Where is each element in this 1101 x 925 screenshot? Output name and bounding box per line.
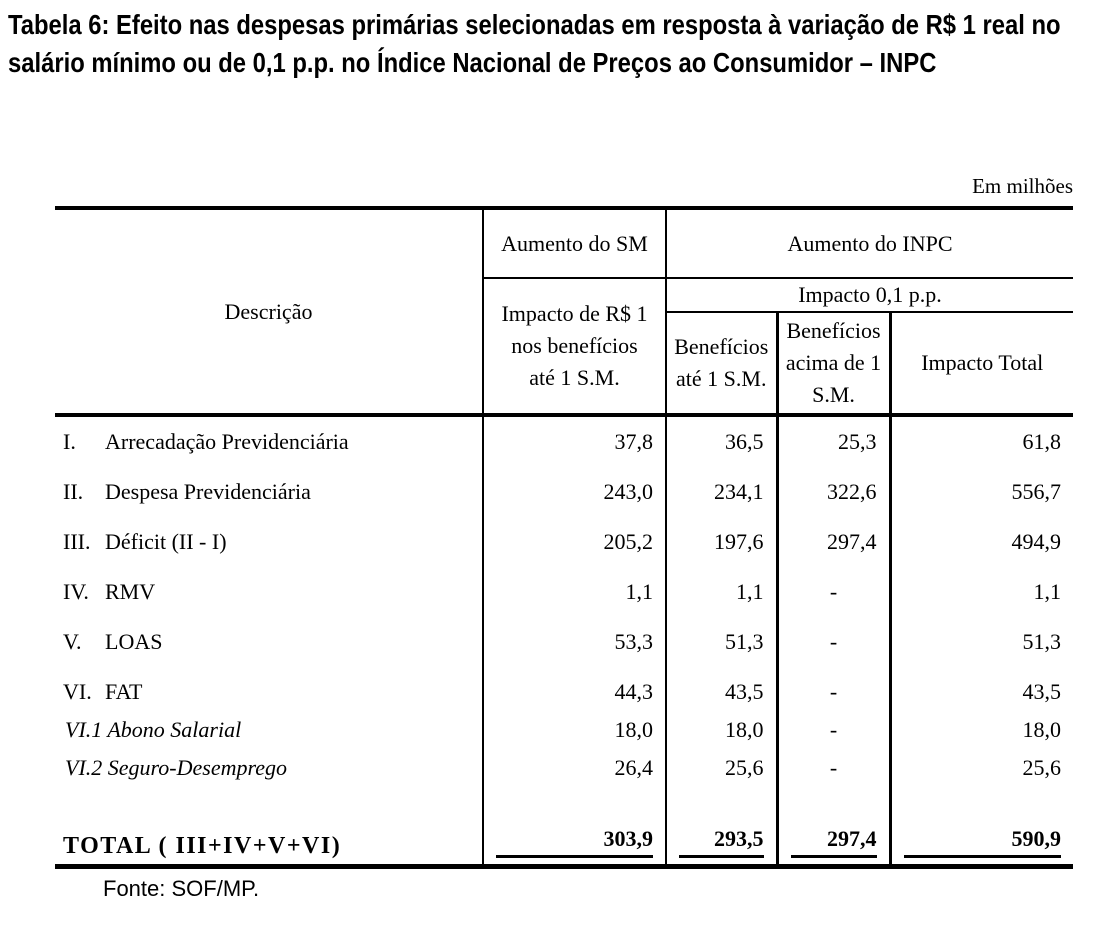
total-value-cell [483,791,666,867]
total-value: 303,9 [496,826,653,858]
value-cell: 234,1 [666,465,777,515]
value-cell: 43,5 [666,665,777,715]
row-label: LOAS [105,628,163,654]
table-row [55,715,1073,753]
value-cell: - [777,615,890,665]
value-cell: 37,8 [483,415,666,465]
source-note: Fonte: SOF/MP. [103,876,260,901]
page-title: Tabela 6: Efeito nas despesas primárias selecionadas em resposta à variação de R$ 1 real no salário mínimo ou de 0,1 p.p. no Índice Nacional de Preços ao Consumidor – INPC [8,9,1061,78]
row-numeral: I. [63,428,76,454]
row-label-cell [55,615,483,665]
header-aumento-inpc: Aumento do INPC [666,208,1073,278]
value-cell: 18,0 [666,715,777,753]
value-cell: 494,9 [1011,528,1062,554]
row-numeral: V. [63,628,82,654]
table-row [55,615,1073,665]
total-value: 590,9 [904,826,1062,858]
total-row [55,791,1073,867]
value-cell: 556,7 [1011,478,1062,504]
value-cell: 25,6 [1022,754,1062,780]
unit-note: Em milhões [972,174,1073,198]
value-cell: - [777,753,890,791]
total-value: 293,5 [679,826,764,858]
row-label: VI.2 Seguro-Desemprego [65,754,287,780]
total-value-cell [890,791,1073,867]
header-impacto-rs1: Impacto de R$ 1 nos benefícios até 1 S.M. [483,278,666,415]
value-cell: 51,3 [1022,628,1062,654]
header-impacto-01pp: Impacto 0,1 p.p. [666,278,1073,312]
table-row [55,665,1073,715]
value-cell: 25,6 [666,753,777,791]
table-row [55,565,1073,615]
row-numeral: VI. [63,678,92,704]
row-label-cell [55,515,483,565]
value-cell: 1,1 [1033,578,1062,604]
row-numeral: II. [63,478,84,504]
row-label-cell [55,465,483,515]
value-cell: - [777,715,890,753]
value-cell: 61,8 [1022,428,1062,454]
total-value: 297,4 [791,826,877,858]
row-label: VI.1 Abono Salarial [65,716,242,742]
row-label: RMV [105,578,156,604]
header-aumento-sm: Aumento do SM [483,208,666,278]
total-value-cell [666,791,777,867]
row-label-cell [55,665,483,715]
value-cell: 243,0 [483,465,666,515]
row-label-cell [55,415,483,465]
row-label: Arrecadação Previdenciária [105,428,349,454]
value-cell: 1,1 [666,565,777,615]
table-row [55,465,1073,515]
value-cell: 26,4 [483,753,666,791]
table-row [55,415,1073,465]
row-numeral: III. [63,528,91,554]
row-label-cell [55,753,483,791]
value-cell: - [777,565,890,615]
value-cell: 1,1 [483,565,666,615]
row-label: Despesa Previdenciária [105,478,311,504]
header-descricao: Descrição [55,208,483,415]
row-label-cell [55,715,483,753]
value-cell: 43,5 [1022,678,1062,704]
value-cell: 53,3 [483,615,666,665]
header-beneficios-ate-1sm: Benefícios até 1 S.M. [666,312,777,415]
value-cell: 36,5 [666,415,777,465]
value-cell: 197,6 [666,515,777,565]
value-cell: 322,6 [777,465,890,515]
value-cell: 25,3 [777,415,890,465]
row-label-cell [55,565,483,615]
header-impacto-total: Impacto Total [890,312,1073,415]
table-row [55,753,1073,791]
value-cell: 51,3 [666,615,777,665]
row-numeral: IV. [63,578,89,604]
row-label: Déficit (II - I) [105,528,227,554]
value-cell: 44,3 [483,665,666,715]
row-label: FAT [105,678,143,704]
value-cell: 205,2 [483,515,666,565]
header-beneficios-acima-1sm: Benefícios acima de 1 S.M. [777,312,890,415]
table-row [55,515,1073,565]
header-row-groups [55,208,1073,278]
despesas-primarias-table [55,206,1073,869]
total-value-cell [777,791,890,867]
total-label: TOTAL ( III+IV+V+VI) [55,791,483,867]
value-cell: 18,0 [483,715,666,753]
value-cell: 18,0 [1022,716,1062,742]
value-cell: - [777,665,890,715]
value-cell: 297,4 [777,515,890,565]
